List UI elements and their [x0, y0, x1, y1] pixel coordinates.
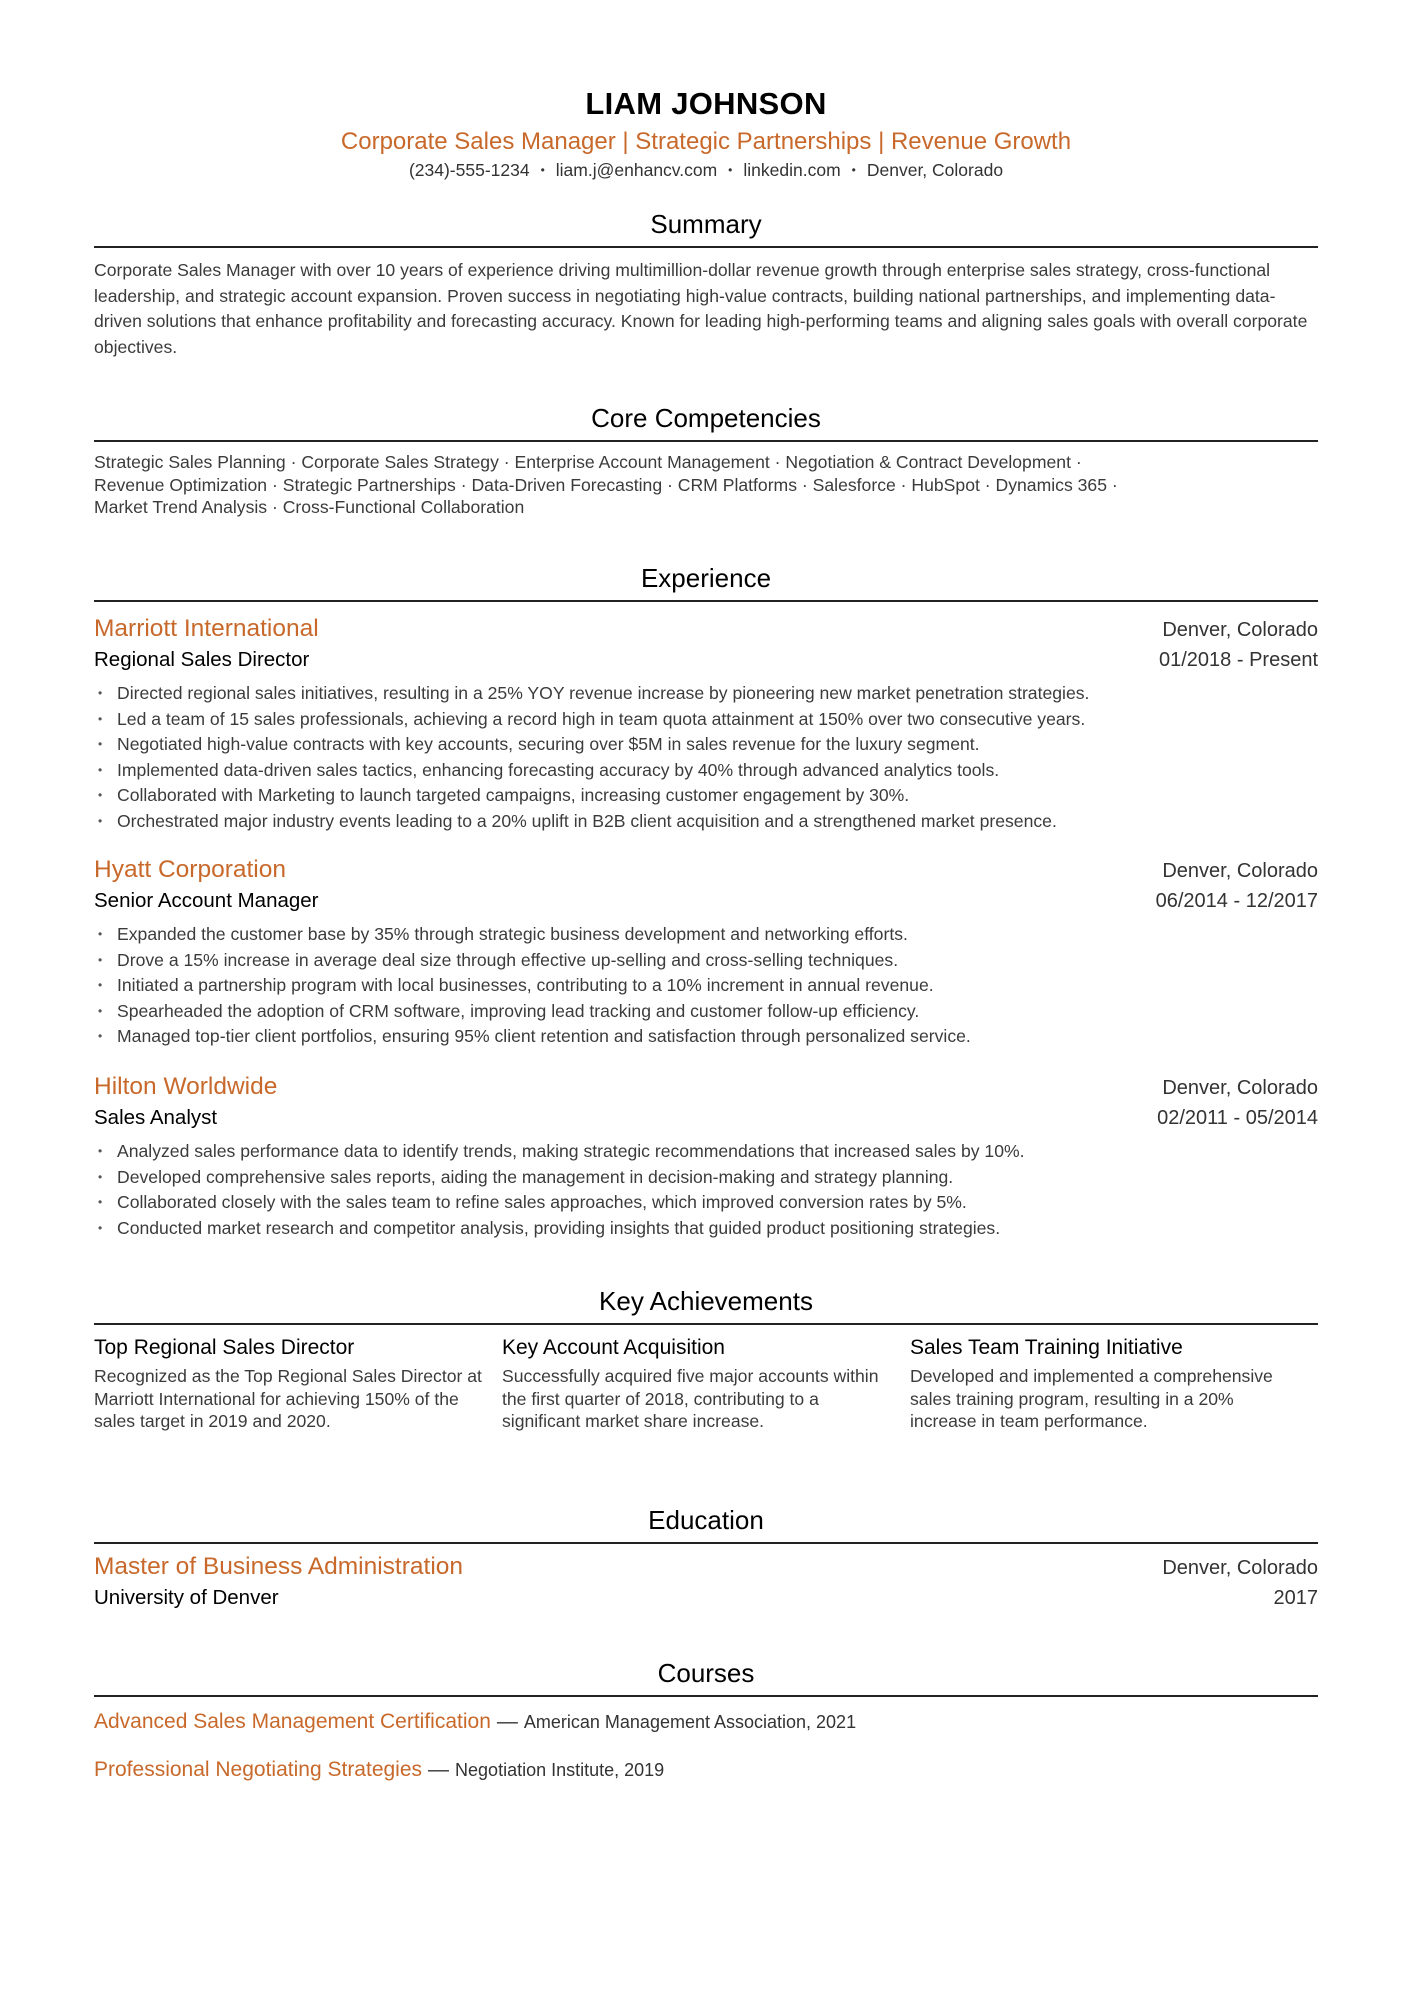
achievements-grid — [94, 1333, 1318, 1433]
job-bullets — [94, 922, 1318, 1050]
candidate-headline: Corporate Sales Manager | Strategic Partnerships | Revenue Growth — [340, 128, 1072, 155]
achievement-desc: Successfully acquired five major accounts within the first quarter of 2018, contributing to a significant market share increase. — [502, 1366, 879, 1431]
bullet-icon: • — [98, 737, 103, 752]
courses-section — [94, 1657, 1318, 1785]
education-section — [94, 1504, 1318, 1613]
education-year: 2017 — [1273, 1587, 1318, 1609]
contact-linkedin[interactable]: linkedin.com — [743, 160, 841, 180]
job-bullet: • Drove a 15% increase in average deal size through effective up-selling and cross-selling techniques. — [94, 948, 1318, 974]
job-bullet: • Conducted market research and competitor analysis, providing insights that guided product positioning strategies. — [94, 1216, 1318, 1242]
separator-dot: • — [540, 163, 545, 177]
bullet-icon: • — [98, 788, 103, 803]
course-item — [94, 1755, 1318, 1785]
job-bullet: • Managed top-tier client portfolios, ensuring 95% client retention and satisfaction through personalized service. — [94, 1024, 1318, 1050]
summary-section — [94, 208, 1318, 360]
job-header — [94, 614, 1318, 645]
job-dates: 02/2011 - 05/2014 — [1157, 1107, 1318, 1129]
resume-header — [94, 0, 1318, 181]
section-title-summary: Summary — [650, 209, 762, 239]
courses-list — [94, 1707, 1318, 1785]
course-meta: Negotiation Institute, 2019 — [455, 1760, 665, 1780]
bullet-icon: • — [98, 952, 103, 967]
bullet-icon: • — [98, 1169, 103, 1184]
job-bullets — [94, 681, 1318, 835]
bullet-icon: • — [98, 1029, 103, 1044]
course-meta: American Management Association, 2021 — [523, 1712, 857, 1732]
separator-dot: • — [851, 163, 856, 177]
job-bullets — [94, 1139, 1318, 1241]
education-entry — [94, 1552, 1318, 1613]
bullet-icon: • — [98, 711, 103, 726]
education-degree: Master of Business Administration — [94, 1553, 464, 1580]
job-role: Sales Analyst — [94, 1106, 218, 1129]
job-location: Denver, Colorado — [1162, 619, 1318, 641]
dash-separator: — — [496, 1710, 518, 1733]
section-title-courses: Courses — [657, 1658, 755, 1688]
job-subheader — [94, 1103, 1318, 1133]
job-bullet: • Negotiated high-value contracts with key accounts, securing over $5M in sales revenue for the luxury segment. — [94, 732, 1318, 758]
job-company: Hilton Worldwide — [94, 1073, 278, 1100]
section-title-education: Education — [648, 1505, 764, 1535]
achievement-title: Sales Team Training Initiative — [910, 1336, 1183, 1359]
bullet-icon: • — [98, 686, 103, 700]
job-bullet: • Spearheaded the adoption of CRM software, improving lead tracking and customer follow-up efficiency. — [94, 999, 1318, 1025]
job-bullet: • Analyzed sales performance data to identify trends, making strategic recommendations that increased sales by 10%. — [94, 1139, 1318, 1165]
job-location: Denver, Colorado — [1162, 1077, 1318, 1099]
bullet-icon: • — [98, 1003, 103, 1018]
education-header — [94, 1552, 1318, 1583]
job-role: Senior Account Manager — [94, 889, 319, 912]
section-divider — [94, 1542, 1318, 1544]
job-entry-hilton — [94, 1072, 1318, 1241]
job-company: Hyatt Corporation — [94, 856, 287, 883]
job-location: Denver, Colorado — [1162, 860, 1318, 882]
contact-location: Denver, Colorado — [866, 160, 1004, 180]
achievement-item — [502, 1333, 910, 1433]
section-title-achievements: Key Achievements — [599, 1286, 813, 1316]
job-bullet: • Initiated a partnership program with local businesses, contributing to a 10% increment in annual revenue. — [94, 973, 1318, 999]
job-dates: 01/2018 - Present — [1159, 649, 1318, 671]
job-header — [94, 855, 1318, 886]
job-dates: 06/2014 - 12/2017 — [1155, 890, 1318, 912]
education-school: University of Denver — [94, 1586, 279, 1609]
course-name: Advanced Sales Management Certification — [94, 1710, 491, 1733]
course-item — [94, 1707, 1318, 1737]
education-subheader — [94, 1583, 1318, 1613]
achievement-title: Key Account Acquisition — [502, 1336, 725, 1359]
job-entry-marriott — [94, 614, 1318, 835]
achievement-desc: Recognized as the Top Regional Sales Director at Marriott International for achieving 150% of the sales target in 2019 and 2020. — [94, 1366, 482, 1431]
experience-section — [94, 562, 1318, 602]
section-divider — [94, 1695, 1318, 1697]
competencies-line: Revenue Optimization · Strategic Partnerships · Data-Driven Forecasting · CRM Platforms · Salesforce · HubSpot · Dynamics 365 · — [94, 474, 1118, 495]
section-divider — [94, 600, 1318, 602]
competencies-line: Market Trend Analysis · Cross-Functional Collaboration — [94, 497, 525, 517]
achievements-section — [94, 1285, 1318, 1433]
job-bullet: • Collaborated with Marketing to launch targeted campaigns, increasing customer engagement by 30%. — [94, 783, 1318, 809]
bullet-icon: • — [98, 1144, 103, 1158]
bullet-icon: • — [98, 762, 103, 777]
achievement-title: Top Regional Sales Director — [94, 1336, 355, 1359]
contact-phone: (234)-555-1234 — [408, 160, 530, 180]
section-title-experience: Experience — [640, 563, 772, 593]
job-subheader — [94, 645, 1318, 675]
job-bullet: • Collaborated closely with the sales team to refine sales approaches, which improved conversion rates by 5%. — [94, 1190, 1318, 1216]
candidate-name: LIAM JOHNSON — [585, 86, 827, 121]
section-divider — [94, 246, 1318, 248]
competencies-list — [94, 451, 1318, 519]
contact-info — [94, 159, 1318, 181]
bullet-icon: • — [98, 1195, 103, 1210]
job-bullet: • Expanded the customer base by 35% through strategic business development and networking efforts. — [94, 922, 1318, 948]
contact-email[interactable]: liam.j@enhancv.com — [555, 160, 718, 180]
job-bullet: • Implemented data-driven sales tactics, enhancing forecasting accuracy by 40% through advanced analytics tools. — [94, 758, 1318, 784]
bullet-icon: • — [98, 813, 103, 828]
achievement-item — [94, 1333, 502, 1433]
separator-dot: • — [728, 163, 733, 177]
job-bullet: • Orchestrated major industry events leading to a 20% uplift in B2B client acquisition and a strengthened market presence. — [94, 809, 1318, 835]
job-header — [94, 1072, 1318, 1103]
job-bullet: • Developed comprehensive sales reports, aiding the management in decision-making and strategy planning. — [94, 1165, 1318, 1191]
job-entry-hyatt — [94, 855, 1318, 1050]
competencies-line: Strategic Sales Planning · Corporate Sales Strategy · Enterprise Account Management · Negotiation & Contract Development · — [94, 452, 1082, 472]
bullet-icon: • — [98, 927, 103, 941]
job-bullet: • Led a team of 15 sales professionals, achieving a record high in team quota attainment at 150% over two consecutive years. — [94, 707, 1318, 733]
competencies-section — [94, 402, 1318, 519]
education-location: Denver, Colorado — [1162, 1557, 1318, 1579]
job-subheader — [94, 886, 1318, 916]
bullet-icon: • — [98, 1220, 103, 1235]
summary-text: Corporate Sales Manager with over 10 years of experience driving multimillion-dollar revenue growth through enterprise sales strategy, cross-functional leadership, and strategic account expansion. Proven success in negotiating high-value contracts, building national partnerships, and implementing data-driven solutions that enhance profitability and forecasting accuracy. Known for leading high-performing teams and aligning sales goals with overall corporate objectives. — [94, 260, 1308, 357]
dash-separator: — — [428, 1758, 450, 1781]
course-name: Professional Negotiating Strategies — [94, 1758, 423, 1781]
section-title-competencies: Core Competencies — [591, 403, 821, 433]
job-company: Marriott International — [94, 615, 319, 642]
job-role: Regional Sales Director — [94, 648, 310, 671]
section-divider — [94, 440, 1318, 442]
bullet-icon: • — [98, 978, 103, 993]
section-divider — [94, 1323, 1318, 1325]
resume-page — [94, 0, 1318, 1781]
achievement-item — [910, 1333, 1318, 1433]
job-bullet: • Directed regional sales initiatives, resulting in a 25% YOY revenue increase by pioneering new market penetration strategies. — [94, 681, 1318, 707]
achievement-desc: Developed and implemented a comprehensive sales training program, resulting in a 20% increase in team performance. — [910, 1366, 1273, 1431]
